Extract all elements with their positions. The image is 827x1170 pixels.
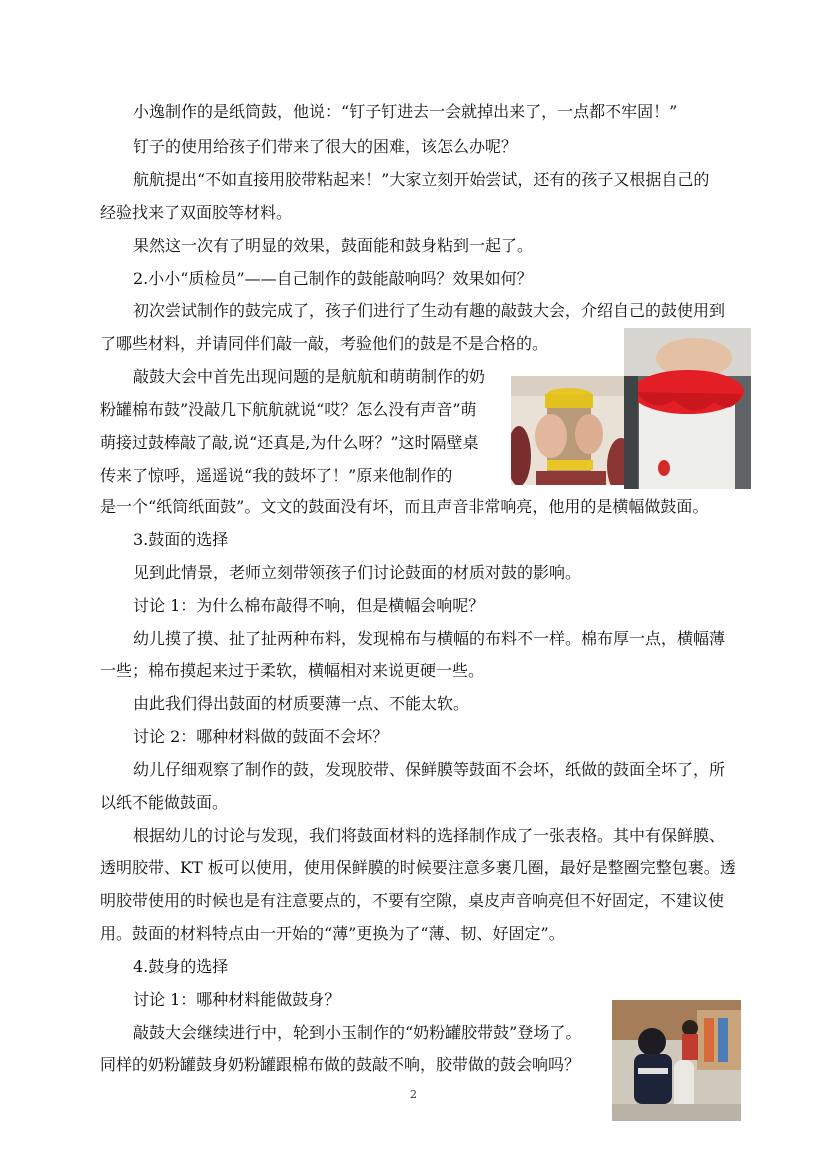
text-line: 传来了惊呼，遥遥说“我的鼓坏了！”原来他制作的 (100, 466, 453, 485)
section-heading: 4.鼓身的选择 (133, 957, 229, 976)
text-line: 一些；棉布摸起来过于柔软，横幅相对来说更硬一些。 (100, 661, 485, 680)
text-line: 萌接过鼓棒敲了敲,说“还真是,为什么呀？”这时隔壁桌 (100, 433, 479, 452)
photo-red-paper-drum (624, 328, 751, 489)
text-line: 讨论 2：哪种材料做的鼓面不会坏？ (133, 727, 389, 746)
text-line: 幼儿摸了摸、扯了扯两种布料，发现棉布与横幅的布料不一样。棉布厚一点，横幅薄 (133, 629, 726, 648)
text-line: 敲鼓大会继续进行中，轮到小玉制作的“奶粉罐胶带鼓”登场了。 (133, 1023, 582, 1042)
text-line: 用。鼓面的材料特点由一开始的“薄”更换为了“薄、韧、好固定”。 (100, 924, 565, 943)
text-line: 粉罐棉布鼓”没敲几下航航就说“哎？怎么没有声音”萌 (100, 400, 477, 419)
text-line: 讨论 1：为什么棉布敲得不响，但是横幅会响呢？ (133, 596, 485, 615)
text-line: 讨论 1：哪种材料能做鼓身？ (133, 990, 341, 1009)
text-line: 透明胶带、KT 板可以使用，使用保鲜膜的时候要注意多裹几圈，最好是整圈完整包裹。透 (100, 858, 736, 877)
text-line: 果然这一次有了明显的效果，鼓面能和鼓身粘到一起了。 (133, 236, 534, 255)
text-line: 敲鼓大会中首先出现问题的是航航和萌萌制作的奶 (133, 367, 486, 386)
text-line: 由此我们得出鼓面的材质要薄一点、不能太软。 (133, 694, 470, 713)
text-line: 以纸不能做鼓面。 (100, 793, 229, 812)
text-line: 根据幼儿的讨论与发现，我们将鼓面材料的选择制作成了一张表格。其中有保鲜膜、 (133, 826, 726, 845)
text-line: 同样的奶粉罐鼓身奶粉罐跟棉布做的鼓敲不响，胶带做的鼓会响吗？ (100, 1055, 581, 1074)
text-line: 幼儿仔细观察了制作的鼓，发现胶带、保鲜膜等鼓面不会坏，纸做的鼓面全坏了，所 (133, 760, 726, 779)
page-number: 2 (410, 1088, 417, 1101)
text-line: 小逸制作的是纸筒鼓，他说：“钉子钉进去一会就掉出来了，一点都不牢固！” (133, 102, 678, 121)
text-line: 航航提出“不如直接用胶带粘起来！”大家立刻开始尝试，还有的孩子又根据自己的 (133, 170, 710, 189)
text-line: 经验找来了双面胶等材料。 (100, 203, 293, 222)
photo-paper-tube-drum (511, 376, 626, 485)
text-line: 明胶带使用的时候也是有注意要点的，不要有空隙，桌皮声音响亮但不好固定，不建议使 (100, 891, 725, 910)
text-line: 是一个“纸筒纸面鼓”。文文的鼓面没有坏，而且声音非常响亮，他用的是横幅做鼓面。 (100, 497, 709, 516)
section-heading: 3.鼓面的选择 (133, 530, 229, 549)
photo-milk-can-tape-drum (612, 1000, 741, 1121)
text-line: 钉子的使用给孩子们带来了很大的困难，该怎么办呢？ (133, 137, 518, 156)
text-line: 初次尝试制作的鼓完成了，孩子们进行了生动有趣的敲鼓大会，介绍自己的鼓使用到 (133, 301, 726, 320)
text-line: 见到此情景，老师立刻带领孩子们讨论鼓面的材质对鼓的影响。 (133, 563, 582, 582)
section-heading: 2.小小“质检员”——自己制作的鼓能敲响吗？效果如何？ (133, 269, 533, 288)
text-line: 了哪些材料，并请同伴们敲一敲，考验他们的鼓是不是合格的。 (100, 334, 549, 353)
